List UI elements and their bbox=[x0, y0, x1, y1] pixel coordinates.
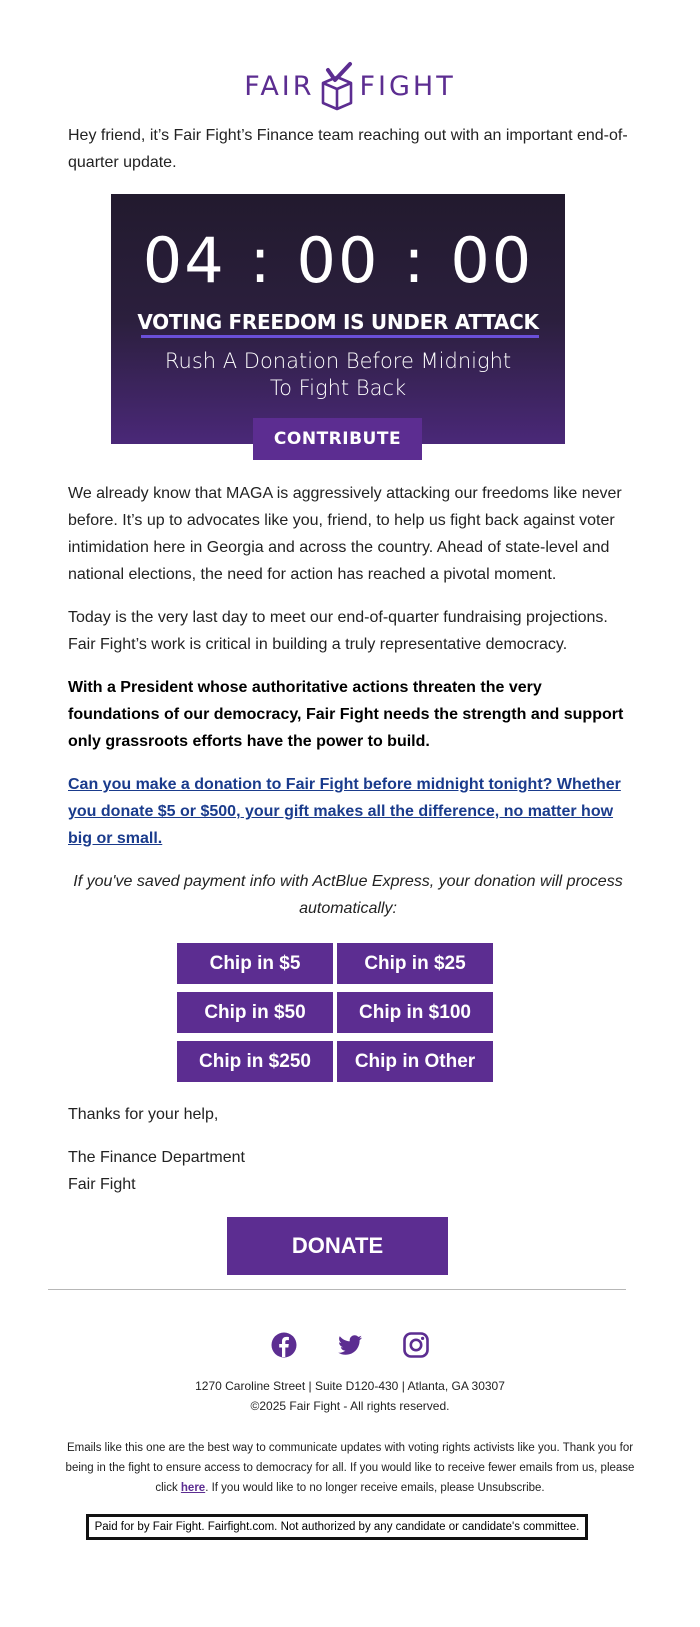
body-paragraph-2: Today is the very last day to meet our end-of-quarter fundraising projections. Fair Fight’s work is critical in building a truly representative democracy. bbox=[68, 609, 608, 653]
countdown-timer bbox=[111, 224, 565, 297]
timer-seconds: 00 bbox=[450, 224, 534, 297]
signature bbox=[68, 1144, 628, 1198]
banner-subline-2: To Fight Back bbox=[269, 376, 407, 400]
chip-in-other-button[interactable]: Chip in Other bbox=[337, 1041, 493, 1082]
social-links bbox=[0, 1332, 700, 1358]
email-container bbox=[0, 56, 700, 1540]
body-paragraph-1: We already know that MAGA is aggressively attacking our freedoms like never before. It’s up to advocates like you, friend, to help us fight back against voter intimidation here in Georgia and across the country. Ahead of state-level and national elections, the need for action has reached a pivotal moment. bbox=[68, 485, 622, 583]
chip-in-grid bbox=[177, 943, 497, 1082]
logo-text-fair: FAIR bbox=[244, 70, 315, 102]
chip-in-25-button[interactable]: Chip in $25 bbox=[337, 943, 493, 984]
footer-fine-print bbox=[60, 1438, 640, 1498]
banner-headline: VOTING FREEDOM IS UNDER ATTACK bbox=[137, 310, 539, 334]
ballot-box-check-icon bbox=[317, 61, 357, 111]
headline-underline bbox=[141, 335, 539, 338]
chip-in-50-button[interactable]: Chip in $50 bbox=[177, 992, 333, 1033]
donation-ask-link[interactable]: Can you make a donation to Fair Fight before midnight tonight? Whether you donate $5 or $500, your gift makes all the difference, no matter how big or small. bbox=[68, 776, 621, 847]
thanks-line: Thanks for your help, bbox=[68, 1106, 219, 1123]
signature-org: Fair Fight bbox=[68, 1176, 136, 1193]
signature-department: The Finance Department bbox=[68, 1149, 245, 1166]
logo-text-fight: FIGHT bbox=[359, 70, 456, 102]
facebook-icon[interactable] bbox=[271, 1332, 297, 1358]
footer-copyright: ©2025 Fair Fight - All rights reserved. bbox=[250, 1399, 450, 1413]
donation-ask bbox=[68, 771, 628, 852]
twitter-icon[interactable] bbox=[337, 1332, 363, 1358]
timer-separator: : bbox=[403, 224, 427, 297]
donate-button[interactable]: DONATE bbox=[227, 1217, 448, 1275]
body-paragraph-bold: With a President whose authoritative actions threaten the very foundations of our democracy, Fair Fight needs the strength and support only grassroots efforts have the power to build. bbox=[68, 679, 624, 750]
instagram-icon[interactable] bbox=[403, 1332, 429, 1358]
actblue-note: If you've saved payment info with ActBlue Express, your donation will process automatically: bbox=[73, 873, 623, 917]
countdown-banner[interactable] bbox=[111, 194, 565, 449]
footer-address-block bbox=[0, 1376, 700, 1416]
contribute-button[interactable]: CONTRIBUTE bbox=[253, 418, 422, 460]
fine-print-text: Emails like this one are the best way to communicate updates with voting rights activists like you. Thank you for being in the fight to ensure access to democracy for all. If you would like to receive fewer emails from us, please click bbox=[65, 1442, 635, 1494]
intro-paragraph: Hey friend, it’s Fair Fight’s Finance team reaching out with an important end-of-quarter update. bbox=[68, 127, 628, 171]
fewer-emails-link[interactable]: here bbox=[180, 1482, 206, 1494]
banner-subline-1: Rush A Donation Before Midnight bbox=[164, 349, 512, 373]
timer-separator: : bbox=[249, 224, 273, 297]
footer-divider bbox=[48, 1289, 626, 1290]
fair-fight-logo[interactable] bbox=[0, 56, 700, 116]
banner-subline bbox=[111, 348, 565, 402]
chip-in-100-button[interactable]: Chip in $100 bbox=[337, 992, 493, 1033]
timer-hours: 04 bbox=[142, 224, 226, 297]
chip-in-5-button[interactable]: Chip in $5 bbox=[177, 943, 333, 984]
fine-print-text-2: . If you would like to no longer receive emails, please Unsubscribe. bbox=[205, 1482, 545, 1494]
chip-in-250-button[interactable]: Chip in $250 bbox=[177, 1041, 333, 1082]
footer-address: 1270 Caroline Street | Suite D120-430 | Atlanta, GA 30307 bbox=[195, 1379, 505, 1393]
timer-minutes: 00 bbox=[296, 224, 380, 297]
paid-for-disclaimer: Paid for by Fair Fight. Fairfight.com. Not authorized by any candidate or candidate's committee. bbox=[86, 1514, 588, 1540]
